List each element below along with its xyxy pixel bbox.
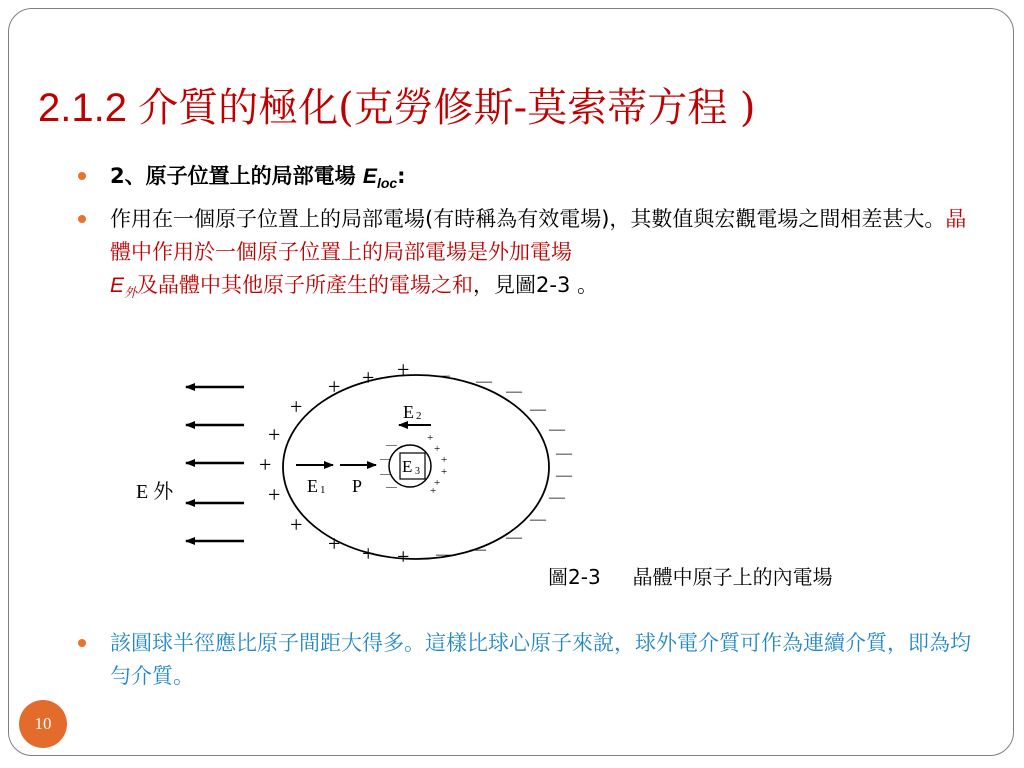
label-e2: E [403, 402, 414, 422]
minus-charge: — [436, 546, 452, 563]
plus-charge: + [430, 485, 437, 497]
eouter-subscript: 外 [124, 286, 138, 302]
plus-charge: + [441, 466, 448, 478]
bullet1-prefix: 2、原子位置上的局部電場 [110, 164, 363, 188]
plus-charge: + [427, 432, 434, 444]
minus-charge: — [549, 489, 565, 506]
plus-charge: + [434, 477, 441, 489]
plus-charge: + [397, 357, 410, 382]
label-e3: E [402, 457, 413, 476]
figure-caption [548, 562, 833, 592]
plus-charge: + [259, 452, 272, 477]
minus-charge: — [506, 529, 522, 546]
bullet2-part3: 及晶體中其他原子所產生的電場之和 [137, 273, 474, 297]
title-number: 2.1.2 [38, 86, 139, 130]
minus-charge: — [380, 468, 391, 480]
label-e1-sub: 1 [320, 484, 326, 496]
caption-text: 晶體中原子上的內電場 [632, 565, 833, 589]
minus-charge: — [506, 383, 522, 400]
minus-charge: — [434, 367, 450, 384]
bullet3-text: 該圓球半徑應比原子間距大得多。這樣比球心原子來說，球外電介質可作為連續介質，即為均勻介質。 [110, 631, 971, 688]
bullet-continuum [82, 627, 982, 693]
minus-charge: — [470, 541, 486, 558]
label-e3-sub: 3 [415, 466, 420, 477]
plus-charge: + [268, 482, 281, 507]
minus-charge: — [386, 439, 397, 451]
label-e-outer: E 外 [136, 481, 174, 503]
plus-charge: + [441, 454, 448, 466]
plus-charge: + [328, 531, 341, 556]
bullet2-part1: 作用在一個原子位置上的局部電場(有時稱為有效電場)，其數值與宏觀電場之間相差甚大。 [110, 207, 946, 231]
minus-charge: — [549, 421, 565, 438]
minus-charge: — [380, 453, 391, 465]
bullet-marker [78, 639, 86, 647]
minus-charge: — [530, 401, 546, 418]
minus-charge: — [556, 467, 572, 484]
eloc-symbol: E [362, 165, 377, 188]
bullet2-part2: 晶體中作用於一個原子位置上的局部電場是外加電場 [110, 207, 967, 264]
plus-charge: + [290, 394, 303, 419]
minus-charge: — [386, 481, 397, 493]
plus-charge: + [268, 422, 281, 447]
bullet2-part4: ，見圖2-3 。 [473, 273, 599, 297]
eloc-subscript: loc [376, 175, 398, 192]
minus-charge: — [530, 511, 546, 528]
plus-charge: + [290, 512, 303, 537]
minus-charge: — [556, 445, 572, 462]
label-e1: E [307, 476, 318, 496]
plus-charge: + [362, 541, 375, 566]
plus-charge: + [328, 374, 341, 399]
plus-charge: + [434, 443, 441, 455]
page-number-badge: 10 [19, 700, 67, 748]
plus-charge: + [397, 544, 410, 569]
caption-figure-number: 圖2-3 [548, 565, 601, 589]
title-text: 介質的極化(克勞修斯-莫索蒂方程 ) [138, 85, 756, 131]
bullet1-suffix: : [397, 164, 406, 188]
label-e2-sub: 2 [416, 410, 422, 422]
label-p: P [352, 476, 363, 496]
minus-charge: — [476, 373, 492, 390]
eouter-symbol: E [110, 274, 125, 297]
plus-charge: + [362, 365, 375, 390]
external-field-arrows [186, 387, 244, 541]
